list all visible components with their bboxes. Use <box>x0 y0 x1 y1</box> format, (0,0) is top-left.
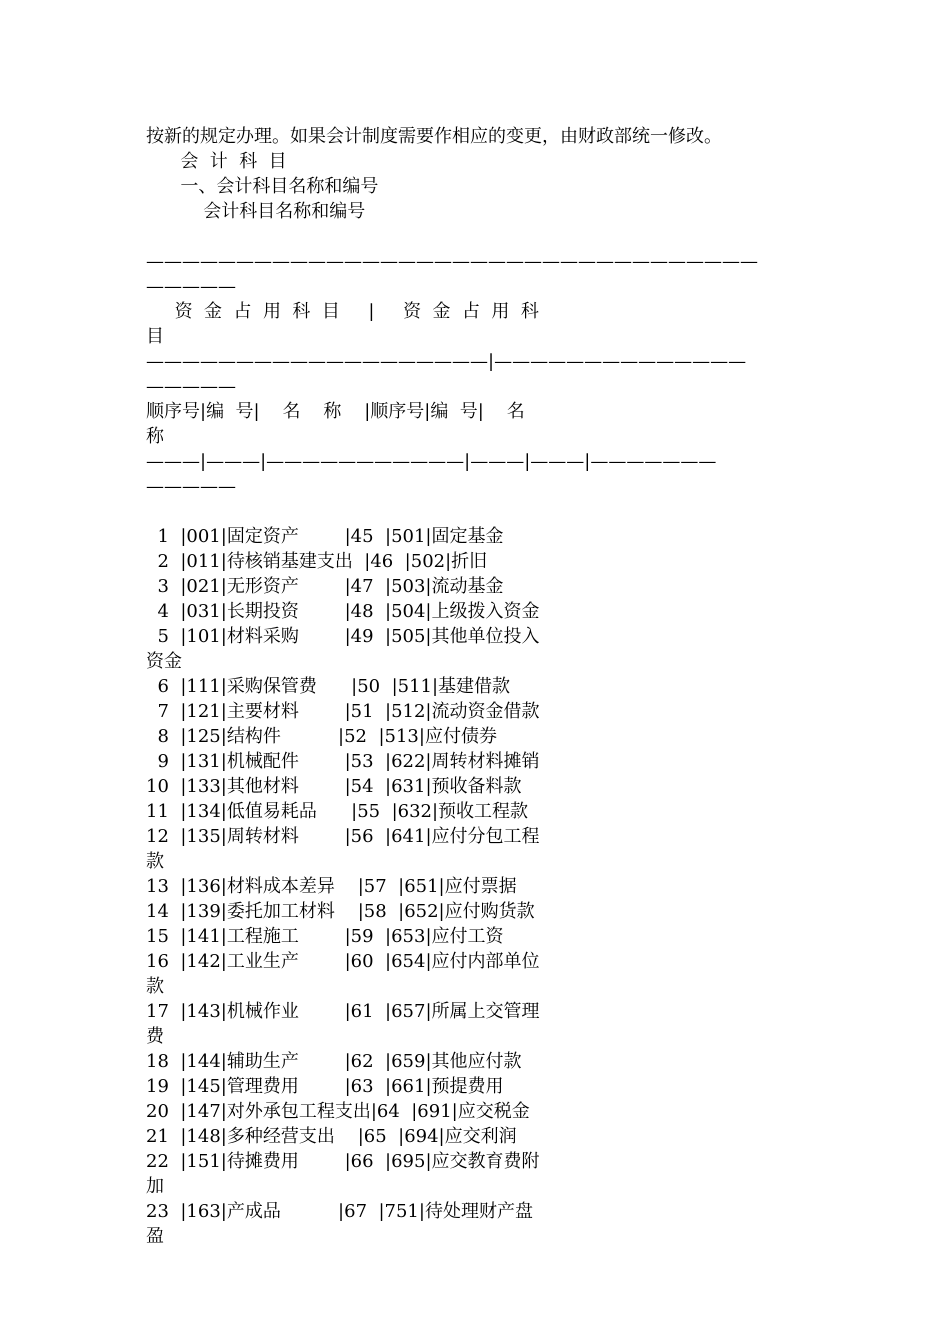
table-row: 9 |131|机械配件 |53 |622|周转材料摊销 <box>146 751 540 772</box>
document-page <box>146 124 806 1249</box>
table-row: 10 |133|其他材料 |54 |631|预收备料款 <box>146 776 522 797</box>
subsection-title: 一、会计科目名称和编号 <box>146 176 379 197</box>
table-row: 2 |011|待核销基建支出 |46 |502|折旧 <box>146 551 488 572</box>
table-group-header-wrap: 目 <box>146 326 164 347</box>
table-rule-top: —————————————————————————————————— <box>146 251 758 272</box>
table-rule-mid-wrap: ————— <box>146 376 236 397</box>
table-row: 14 |139|委托加工材料 |58 |652|应付购货款 <box>146 901 535 922</box>
table-column-header: 顺序号|编 号| 名 称 |顺序号|编 号| 名 <box>146 401 525 422</box>
blank-line <box>146 499 806 524</box>
table-row-wrap: 资金 <box>146 651 182 672</box>
table-row: 6 |111|采购保管费 |50 |511|基建借款 <box>146 676 511 697</box>
table-caption: 会计科目名称和编号 <box>146 201 366 222</box>
table-row: 20 |147|对外承包工程支出|64 |691|应交税金 <box>146 1101 530 1122</box>
table-rule-columns: ———|———|———————————|———|———|——————— <box>146 451 717 472</box>
table-row-wrap: 盈 <box>146 1226 164 1247</box>
table-rule-top-wrap: ————— <box>146 276 236 297</box>
table-row: 16 |142|工业生产 |60 |654|应付内部单位 <box>146 951 540 972</box>
table-row: 23 |163|产成品 |67 |751|待处理财产盘 <box>146 1201 533 1222</box>
blank-line <box>146 224 806 249</box>
table-row: 18 |144|辅助生产 |62 |659|其他应付款 <box>146 1051 522 1072</box>
table-row: 7 |121|主要材料 |51 |512|流动资金借款 <box>146 701 540 722</box>
table-row-wrap: 款 <box>146 851 164 872</box>
table-rule-columns-wrap: ————— <box>146 476 236 497</box>
section-title: 会 计 科 目 <box>146 151 287 172</box>
table-row: 15 |141|工程施工 |59 |653|应付工资 <box>146 926 504 947</box>
table-row: 11 |134|低值易耗品 |55 |632|预收工程款 <box>146 801 529 822</box>
table-row-wrap: 加 <box>146 1176 164 1197</box>
table-row: 4 |031|长期投资 |48 |504|上级拨入资金 <box>146 601 540 622</box>
table-row: 22 |151|待摊费用 |66 |695|应交教育费附 <box>146 1151 540 1172</box>
table-row: 8 |125|结构件 |52 |513|应付债券 <box>146 726 497 747</box>
table-column-header-wrap: 称 <box>146 426 164 447</box>
table-row: 13 |136|材料成本差异 |57 |651|应付票据 <box>146 876 517 897</box>
table-row-wrap: 费 <box>146 1026 164 1047</box>
table-row: 12 |135|周转材料 |56 |641|应付分包工程 <box>146 826 540 847</box>
table-row: 17 |143|机械作业 |61 |657|所属上交管理 <box>146 1001 540 1022</box>
table-row: 21 |148|多种经营支出 |65 |694|应交利润 <box>146 1126 517 1147</box>
table-body <box>146 524 806 1249</box>
intro-paragraph: 按新的规定办理。如果会计制度需要作相应的变更，由财政部统一修改。 <box>146 126 722 147</box>
table-row: 1 |001|固定资产 |45 |501|固定基金 <box>146 526 504 547</box>
table-group-header: 资 金 占 用 科 目 | 资 金 占 用 科 <box>146 301 539 322</box>
table-rule-mid: ———————————————————|—————————————— <box>146 351 747 372</box>
table-row: 5 |101|材料采购 |49 |505|其他单位投入 <box>146 626 540 647</box>
table-row: 19 |145|管理费用 |63 |661|预提费用 <box>146 1076 504 1097</box>
table-row-wrap: 款 <box>146 976 164 997</box>
table-row: 3 |021|无形资产 |47 |503|流动基金 <box>146 576 504 597</box>
